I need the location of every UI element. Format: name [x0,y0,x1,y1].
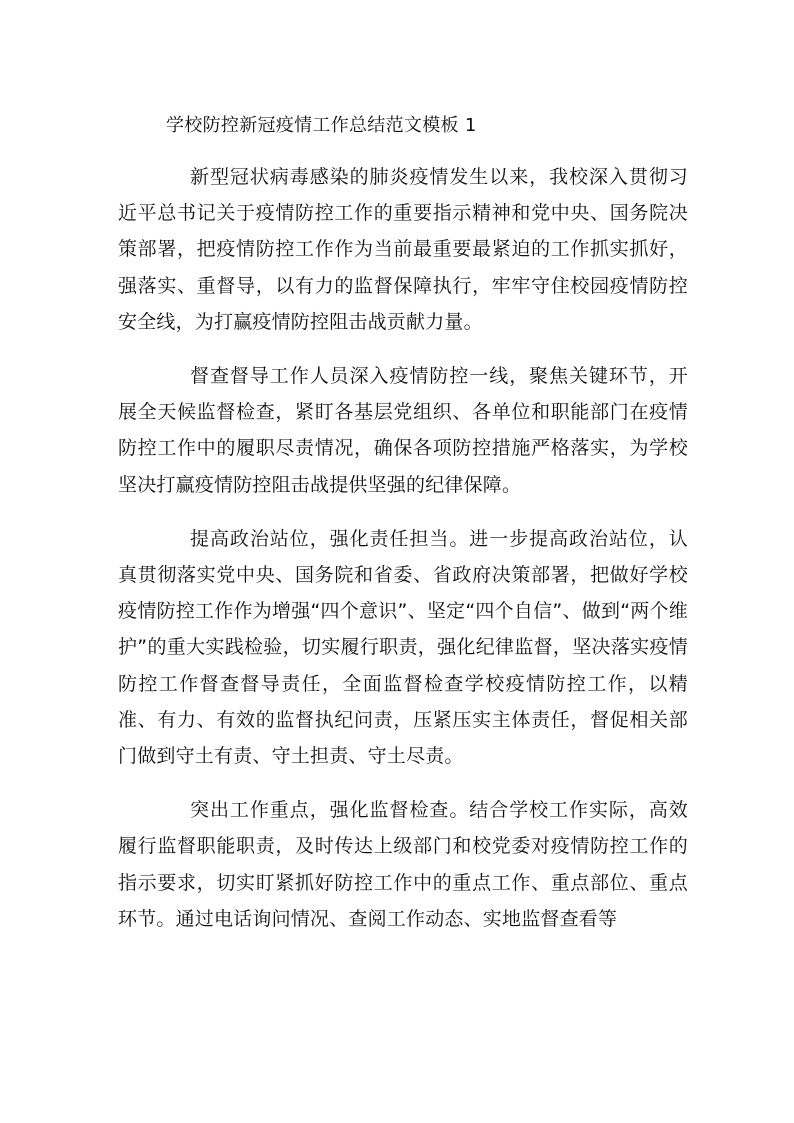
paragraph-intro: 新型冠状病毒感染的肺炎疫情发生以来，我校深入贯彻习近平总书记关于疫情防控工作的重要指示精神和党中央、国务院决策部署，把疫情防控工作作为当前最重要最紧迫的工作抓实抓好，强落实、重督导，以有力的监督保障执行，牢牢守住校园疫情防控安全线，为打赢疫情防控阻击战贡献力量。 [118,166,688,333]
document-body [118,108,688,955]
paragraph-political-stance: 提高政治站位，强化责任担当。进一步提高政治站位，认真贯彻落实党中央、国务院和省委、省政府决策部署，把做好学校疫情防控工作作为增强“四个意识”、坚定“四个自信”、做到“两个维护”的重大实践检验，切实履行职责，强化纪律监督，坚决落实疫情防控工作督查督导责任，全面监督检查学校疫情防控工作，以精准、有力、有效的监督执纪问责，压紧压实主体责任，督促相关部门做到守土有责、守土担责、守土尽责。 [118,527,688,768]
paragraph-supervision-staff: 督查督导工作人员深入疫情防控一线，聚焦关键环节，开展全天候监督检查，紧盯各基层党组织、各单位和职能部门在疫情防控工作中的履职尽责情况，确保各项防控措施严格落实，为学校坚决打赢疫情防控阻击战提供坚强的纪律保障。 [118,365,688,496]
paragraph-work-focus: 突出工作重点，强化监督检查。结合学校工作实际，高效履行监督职能职责，及时传达上级部门和校党委对疫情防控工作的指示要求，切实盯紧抓好防控工作中的重点工作、重点部位、重点环节。通过电话询问情况、查阅工作动态、实地监督查看等 [118,799,688,930]
document-title: 学校防控新冠疫情工作总结范文模板 1 [166,115,477,136]
